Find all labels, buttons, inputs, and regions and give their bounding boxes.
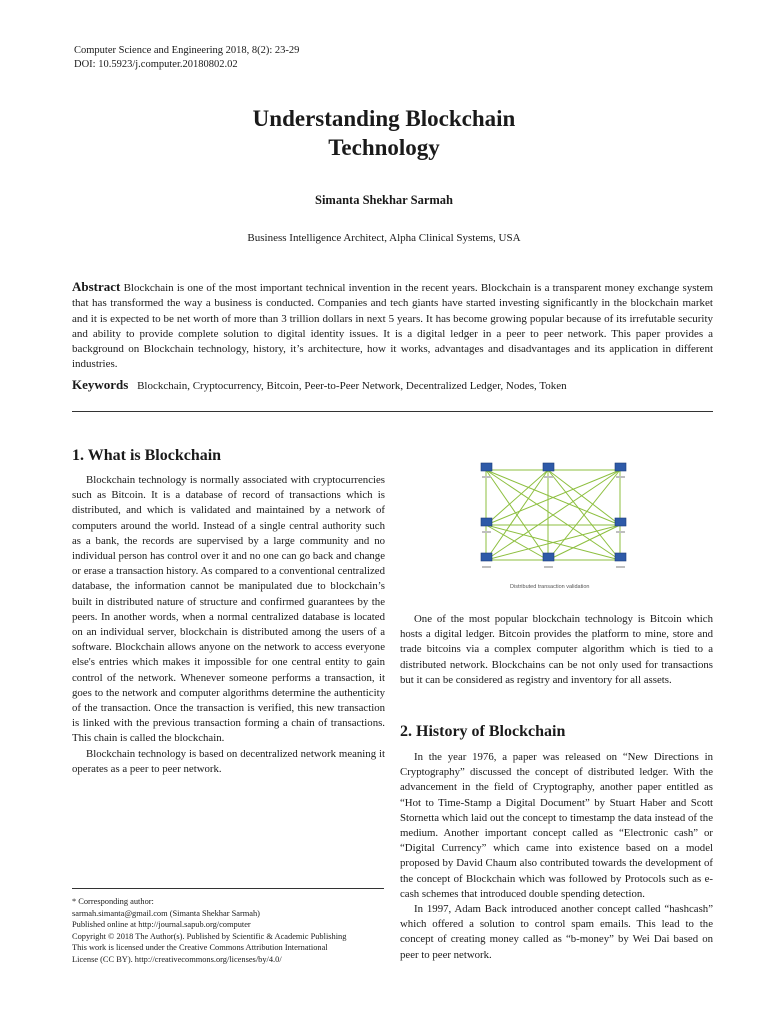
section-2-paragraph-2: In 1997, Adam Back introduced another concept called “hashcash” which offered a solution to control spam emails. This lead to the concept of creating money called as “b-money” by Wei Dai based on peer to peer network. [400, 903, 713, 961]
section-2-body [400, 750, 713, 963]
computer-icon [615, 518, 626, 526]
title-line-2: Technology [328, 135, 440, 160]
computer-icon [615, 463, 626, 471]
footnote-divider [72, 888, 384, 889]
author-affiliation: Business Intelligence Architect, Alpha Clinical Systems, USA [247, 232, 521, 244]
footnote-email: sarmah.simanta@gmail.com (Simanta Shekhar Sarmah) [72, 908, 260, 918]
footnote-line: This work is licensed under the Creative Commons Attribution International [72, 943, 328, 952]
section-2-paragraph-1: In the year 1976, a paper was released on “New Directions in Cryptography” discussed the concept of distributed ledger. With the advancement in the field of Cryptography, another paper entitled as “Hot to Time-Stamp a Digital Document” by Stuart Haber and Scott Stornetta which laid out the concept to timestamp the data instead of the medium. Another important concept called as “Electronic cash” or “Digital Currency” which came into existence based on a model proposed by David Chaum also contributed towards the development of the concept of Blockchain which was followed by Protocols such as e-cash schemes that introduced double spending detection. [400, 751, 713, 900]
section-1-body-right [400, 612, 713, 688]
abstract-divider [72, 411, 713, 412]
journal-citation: Computer Science and Engineering 2018, 8(2): 23-29 [74, 45, 300, 56]
abstract-text: Blockchain is one of the most important technical invention in the recent years. Blockchain is a transparent money exchange system that has transformed the way a business is conducted. Companies and tech giants have started investing significantly in the blockchain market and it is expected to be net worth of more than 3 trillion dollars in next 5 years. It has become growing popular because of its irrefutable security and ability to provide complete solution to digital identity issues. It is a digital ledger in a peer to peer network. This paper provides a background on Blockchain technology, history, it’s architecture, how it works, advantages and disadvantages and its application in different industries. [72, 282, 714, 371]
keywords-text: Blockchain, Cryptocurrency, Bitcoin, Peer-to-Peer Network, Decentralized Ledger, Nodes, Token [137, 380, 567, 392]
section-1-paragraph-2: Blockchain technology is based on decentralized network meaning it operates as a peer to peer network. [72, 747, 385, 775]
title-line-1: Understanding Blockchain [252, 106, 516, 131]
network-edges [486, 470, 620, 560]
abstract [72, 279, 713, 373]
keywords-label: Keywords [72, 377, 129, 392]
computer-icon [481, 553, 492, 561]
computer-icon [615, 553, 626, 561]
computer-icon [481, 463, 492, 471]
computer-node-icons [481, 463, 626, 561]
footnote-line: License (CC BY). http://creativecommons.org/licenses/by/4.0/ [72, 954, 282, 964]
footnote [72, 896, 392, 965]
distributed-network-figure [470, 455, 640, 595]
figure-caption: Distributed transaction validation [510, 584, 590, 590]
section-1-paragraph-1: Blockchain technology is normally associated with cryptocurrencies such as Bitcoin. It is a database of record of transactions which is distributed, and which is validated and maintained by a network of computers around the world. Instead of a single central authority such as a bank, the records are supervised by a large community and no individual person has control over it and no one can go back and change or erase a transaction history. As compared to a conventional centralized database, the information cannot be manipulated due to blockchain’s built in distributed nature of structure and confirmed guarantees by the peers. In another words, when a normal centralized database is located on an individual server, blockchain is distributed among the users of a software. Blockchain allows anyone on the network to access everyone else's entries which makes it impossible for one central entity to gain control of the network. Whenever someone performs a transaction, it goes to the network and computer algorithms determine the authenticity of the transaction. Once the transaction is verified, this new transaction is linked with the previous transaction forming a chain of transactions. This chain is called the blockchain. [72, 474, 385, 745]
doi: DOI: 10.5923/j.computer.20180802.02 [74, 59, 238, 70]
section-1-body-left [72, 473, 385, 777]
computer-icon [543, 553, 554, 561]
footnote-line: Published online at http://journal.sapub.org/computer [72, 920, 251, 929]
section-1-heading: 1. What is Blockchain [72, 447, 222, 464]
author-name: Simanta Shekhar Sarmah [315, 193, 453, 207]
paper-title [0, 104, 768, 162]
footnote-line: Copyright © 2018 The Author(s). Published by Scientific & Academic Publishing [72, 931, 347, 941]
footnote-line: * Corresponding author: [72, 897, 154, 906]
abstract-label: Abstract [72, 279, 121, 294]
section-2-heading: 2. History of Blockchain [400, 723, 566, 740]
section-1-paragraph-3: One of the most popular blockchain technology is Bitcoin which hosts a digital ledger. Bitcoin provides the platform to mine, store and trade bitcoins via a complex computer algorithm which is tied to a distributed network. Blockchains can be not only used for transactions but it can be considered as registry and inventory for all assets. [400, 613, 713, 686]
keywords [72, 377, 713, 394]
computer-icon [543, 463, 554, 471]
computer-icon [481, 518, 492, 526]
